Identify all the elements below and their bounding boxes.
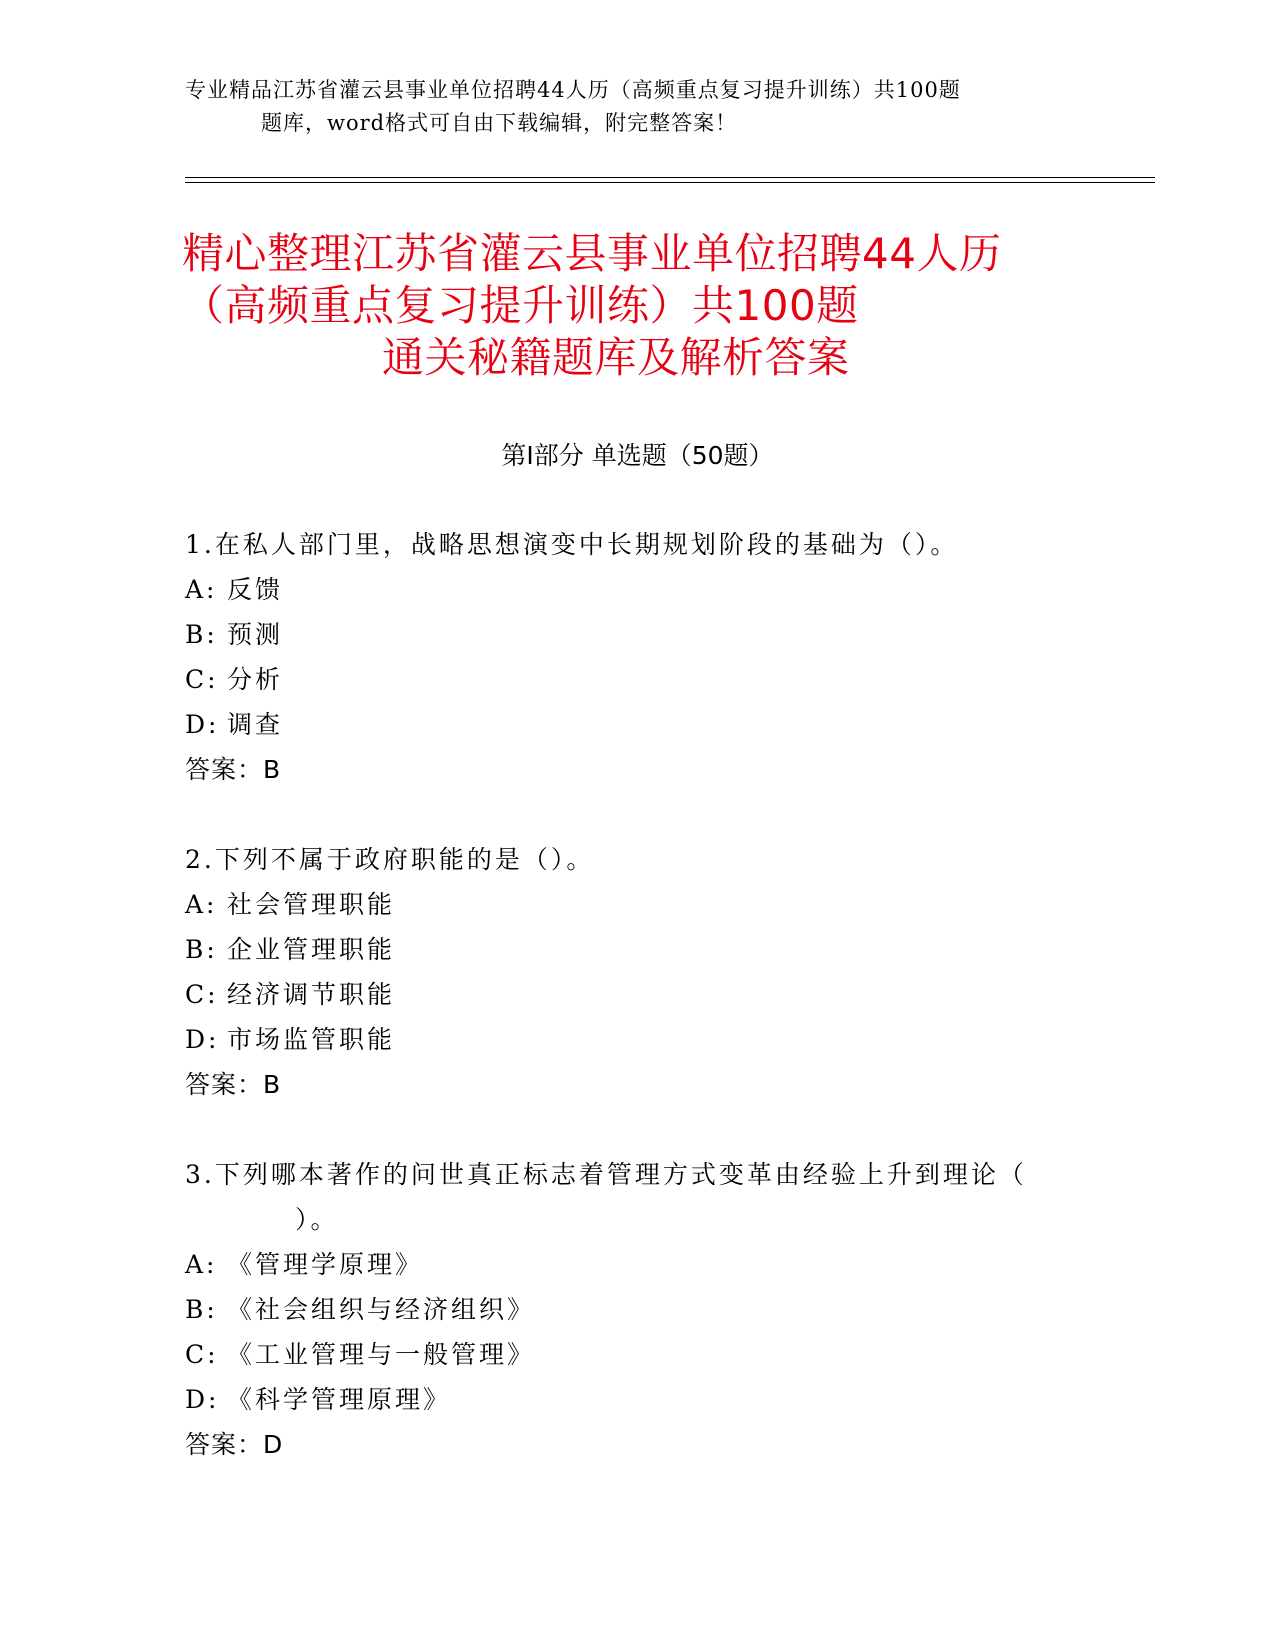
option-text: 企业管理职能 <box>227 935 396 964</box>
option-a <box>185 567 1075 612</box>
option-text: 经济调节职能 <box>227 980 396 1009</box>
option-d <box>185 1017 1075 1062</box>
question-stem-text: 2.下列不属于政府职能的是（）。 <box>185 845 595 874</box>
option-text: 市场监管职能 <box>227 1025 396 1054</box>
option-label: C: <box>185 1340 219 1369</box>
option-label: D: <box>185 1025 220 1054</box>
answer-line: 答案：B <box>185 755 282 784</box>
header-line-2: 题库，word格式可自由下载编辑，附完整答案！ <box>261 111 738 135</box>
option-text: 反馈 <box>227 575 284 604</box>
question-stem <box>185 1152 1075 1242</box>
option-label: A: <box>185 890 218 919</box>
title-line-3: 通关秘籍题库及解析答案 <box>382 333 850 382</box>
option-label: C: <box>185 665 219 694</box>
option-c <box>185 972 1075 1017</box>
header-divider-top <box>185 177 1155 178</box>
question-item <box>185 522 1075 792</box>
header-divider-bottom <box>185 182 1155 183</box>
option-label: C: <box>185 980 219 1009</box>
option-b <box>185 927 1075 972</box>
answer-line: 答案：D <box>185 1430 284 1459</box>
option-text: 社会管理职能 <box>227 890 396 919</box>
option-label: A: <box>185 1250 218 1279</box>
option-text: 《工业管理与一般管理》 <box>227 1340 536 1369</box>
question-stem-continuation: ）。 <box>295 1205 339 1234</box>
question-item <box>185 1152 1075 1467</box>
option-d <box>185 1377 1075 1422</box>
option-text: 调查 <box>227 710 284 739</box>
question-stem <box>185 522 1075 567</box>
section-title: 第Ⅰ部分 单选题（50题） <box>501 441 774 470</box>
option-text: 预测 <box>227 620 284 649</box>
question-list <box>185 522 1075 1512</box>
option-text: 《科学管理原理》 <box>227 1385 452 1414</box>
title-line-2: （高频重点复习提升训练）共100题 <box>182 281 859 330</box>
header-line-1: 专业精品江苏省灌云县事业单位招聘44人历（高频重点复习提升训练）共100题 <box>185 78 961 102</box>
question-stem-text: 3.下列哪本著作的问世真正标志着管理方式变革由经验上升到理论（ <box>185 1160 1027 1189</box>
option-c <box>185 657 1075 702</box>
option-label: D: <box>185 1385 220 1414</box>
option-d <box>185 702 1075 747</box>
option-text: 《管理学原理》 <box>227 1250 424 1279</box>
option-text: 《社会组织与经济组织》 <box>227 1295 536 1324</box>
option-label: B: <box>185 1295 218 1324</box>
title-line-1: 精心整理江苏省灌云县事业单位招聘44人历 <box>182 229 1002 278</box>
option-c <box>185 1332 1075 1377</box>
answer-line: 答案：B <box>185 1070 282 1099</box>
question-stem-text: 1.在私人部门里，战略思想演变中长期规划阶段的基础为（）。 <box>185 530 959 559</box>
option-text: 分析 <box>227 665 284 694</box>
option-b <box>185 612 1075 657</box>
option-a <box>185 882 1075 927</box>
option-label: D: <box>185 710 220 739</box>
option-b <box>185 1287 1075 1332</box>
option-a <box>185 1242 1075 1287</box>
document-title <box>182 228 1132 384</box>
option-label: A: <box>185 575 218 604</box>
question-item <box>185 837 1075 1107</box>
page-header <box>185 74 1065 140</box>
option-label: B: <box>185 935 218 964</box>
question-stem <box>185 837 1075 882</box>
option-label: B: <box>185 620 218 649</box>
